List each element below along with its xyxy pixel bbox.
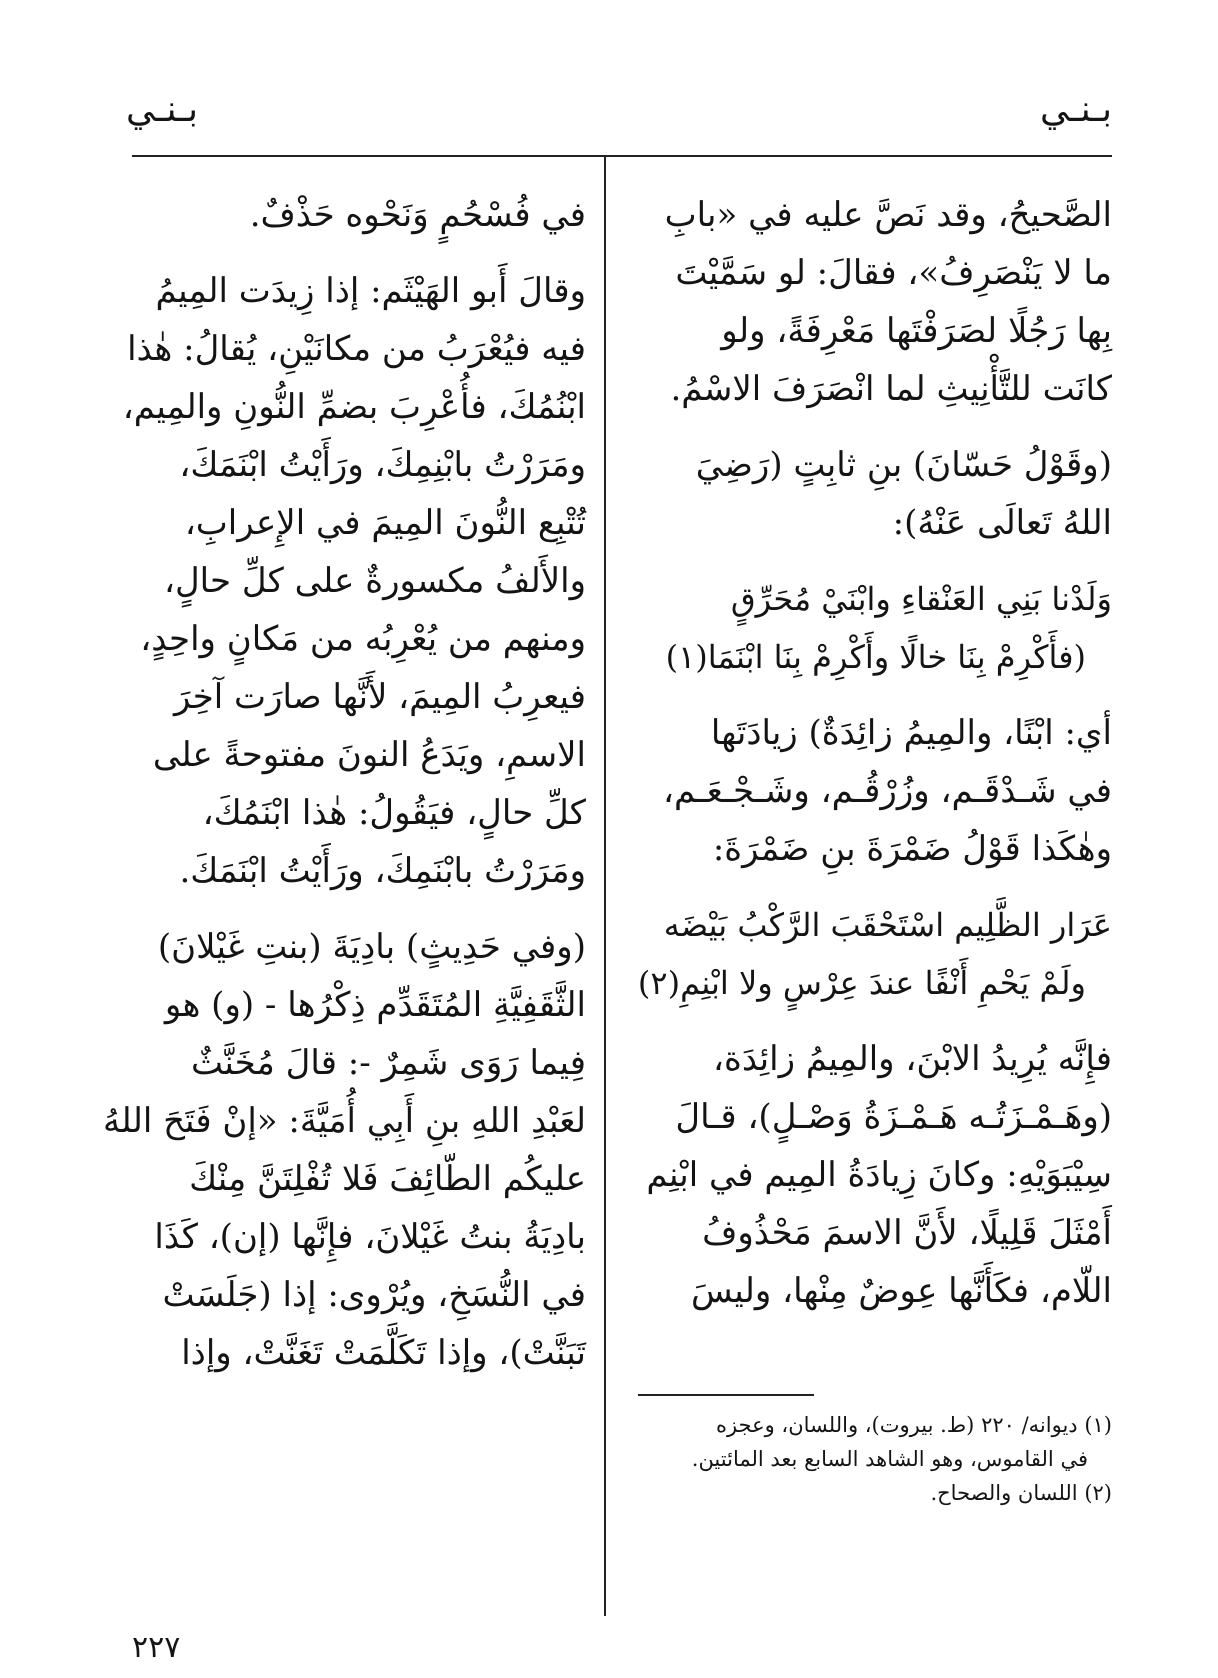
paragraph-gap [132, 244, 586, 262]
text-line: وقالَ أَبو الهَيْثَم: إذا زِيدَت المِيمُ [155, 271, 586, 311]
text-line: فِيما رَوَى شَمِرٌ -: قالَ مُخَنَّثٌ [191, 1043, 586, 1083]
text-line: فيه فيُعْرَبُ من مكانَيْنِ، يُقالُ: هٰذا [127, 329, 586, 369]
text-line: ومنهم من يُعْرِبُه من مَكانٍ واحِدٍ، [140, 619, 586, 659]
text-line: في شَـدْقَـم، وزُرْقُـم، وشَـجْـعَـم، [663, 771, 1112, 811]
text-line: في فُسْحُمٍ وَنَحْوه حَذْفٌ. [249, 195, 586, 235]
paragraph-gap [132, 900, 586, 918]
text-line: في النُّسَخِ، ويُرْوى: إذا (جَلَسَتْ [162, 1275, 586, 1315]
text-line: ومَرَرْتُ بابْنَمِكَ، ورَأَيْتُ ابْنَمَكَ. [179, 851, 586, 891]
column-divider [604, 156, 606, 1616]
footnote-line: (٢) اللسان والصحاح. [930, 1481, 1112, 1505]
paragraph-gap [644, 686, 1112, 704]
text-line: تَبَنَّتْ)، وإذا تَكَلَّمَتْ تَغَنَّتْ، وإذا [181, 1333, 586, 1373]
text-line: (وهَـمْـزَتُـه هَـمْـزَةُ وَصْـلٍ)، قـالَ [675, 1097, 1112, 1137]
text-line: بِها رَجُلًا لصَرَفْتَها مَعْرِفَةً، ولو [721, 311, 1112, 351]
text-line: الاسمِ، ويَدَعُ النونَ مفتوحةً على [152, 735, 586, 775]
header-rule [132, 155, 1112, 157]
verse-line: وَلَدْنا بَنِي العَنْقاءِ وابْنَيْ مُحَرِّقٍ [730, 580, 1112, 618]
text-line: كلِّ حالٍ، فيَقُولُ: هٰذا ابْنَمُكَ، [202, 793, 586, 833]
text-line: بادِيَةُ بنتُ غَيْلانَ، فإِنَّها (إن)، كَذَا [154, 1217, 586, 1257]
text-line: كانَت للتَّأْنِيثِ لما انْصَرَفَ الاسْمُ. [670, 369, 1112, 409]
right-column [637, 186, 1112, 1320]
paragraph-gap [644, 878, 1112, 896]
text-line: عليكُم الطّائِفَ فَلا تُفْلِتَنَّ مِنْكَ [189, 1159, 586, 1199]
text-line: فيعرِبُ المِيمَ، لأَنَّها صارَت آخِرَ [173, 677, 586, 717]
text-line: تُتْبِع النُّونَ المِيمَ في الإِعرابِ، [184, 503, 586, 543]
running-head-left: بـنـي [126, 89, 198, 130]
text-line: (وفي حَدِيثٍ) بادِيَةَ (بنتِ غَيْلانَ) [157, 927, 586, 967]
text-line: (وقَوْلُ حَسّانَ) بنِ ثابِتٍ (رَضِيَ [695, 445, 1112, 485]
text-line: أَمْثَلَ قَلِيلًا، لأَنَّ الاسمَ مَحْذُوفُ [702, 1213, 1112, 1253]
text-line: اللهُ تَعالَى عَنْهُ): [892, 503, 1112, 543]
paragraph-gap [644, 418, 1112, 436]
paragraph-gap [644, 1012, 1112, 1030]
text-line: وهٰكَذا قَوْلُ ضَمْرَةَ بنِ ضَمْرَةَ: [712, 829, 1112, 869]
text-line: اللّام، فكَأَنَّها عِوضٌ مِنْها، وليسَ [690, 1271, 1112, 1311]
text-line: الثَّقَفِيَّةِ المُتَقَدِّم ذِكْرُها - (و) هو [164, 985, 586, 1025]
text-line: والأَلفُ مكسورةٌ على كلِّ حالٍ، [163, 561, 586, 601]
verse-line: عَرَار الظَّلِيم اسْتَحْقَبَ الرَّكْبُ بَيْضَه [663, 906, 1112, 944]
verse-line: (فأَكْرِمْ بِنَا خالًا وأَكْرِمْ بِنَا ابْنَمَا(١) [665, 638, 1086, 676]
text-line: سِيْبَوَيْهِ: وكانَ زِيادَةُ المِيم في ابْنِم [646, 1155, 1112, 1195]
text-line: لعَبْدِ اللهِ بنِ أَبِي أُمَيَّةَ: «إنْ فَتَحَ اللهُ [103, 1101, 586, 1141]
footnote-line: (١) ديوانه/ ٢٢٠ (ط. بيروت)، واللسان، وعجزه [715, 1413, 1112, 1437]
text-line: ابْنُمُكَ، فأُعْرِبَ بضمِّ النُّونِ والمِيم، [122, 387, 586, 427]
verse-line: ولَمْ يَحْمِ أَنْفًا عندَ عِرْسٍ ولا ابْنِمِ(٢) [637, 964, 1086, 1002]
text-line: ومَرَرْتُ بابْنِمِكَ، ورَأَيْتُ ابْنَمَكَ، [179, 445, 586, 485]
running-head-right: بـنـي [1040, 89, 1112, 130]
text-line: الصَّحيحُ، وقد نَصَّ عليه في «بابِ [664, 195, 1112, 235]
text-line: فإِنَّه يُرِيدُ الابْنَ، والمِيمُ زائِدَة، [713, 1039, 1112, 1079]
text-line: أي: ابْنًا، والمِيمُ زائِدَةٌ) زيادَتَها [710, 713, 1112, 753]
footnote-rule [638, 1394, 814, 1396]
left-column [103, 186, 586, 1382]
footnote-line: في القاموس، وهو الشاهد السابع بعد المائتين. [691, 1447, 1088, 1471]
text-line: ما لا يَنْصَرِفُ»، فقالَ: لو سَمَّيْتَ [675, 253, 1112, 293]
paragraph-gap [644, 552, 1112, 570]
footnotes [632, 1408, 1112, 1510]
page-number: ٢٢٧ [132, 1630, 181, 1665]
